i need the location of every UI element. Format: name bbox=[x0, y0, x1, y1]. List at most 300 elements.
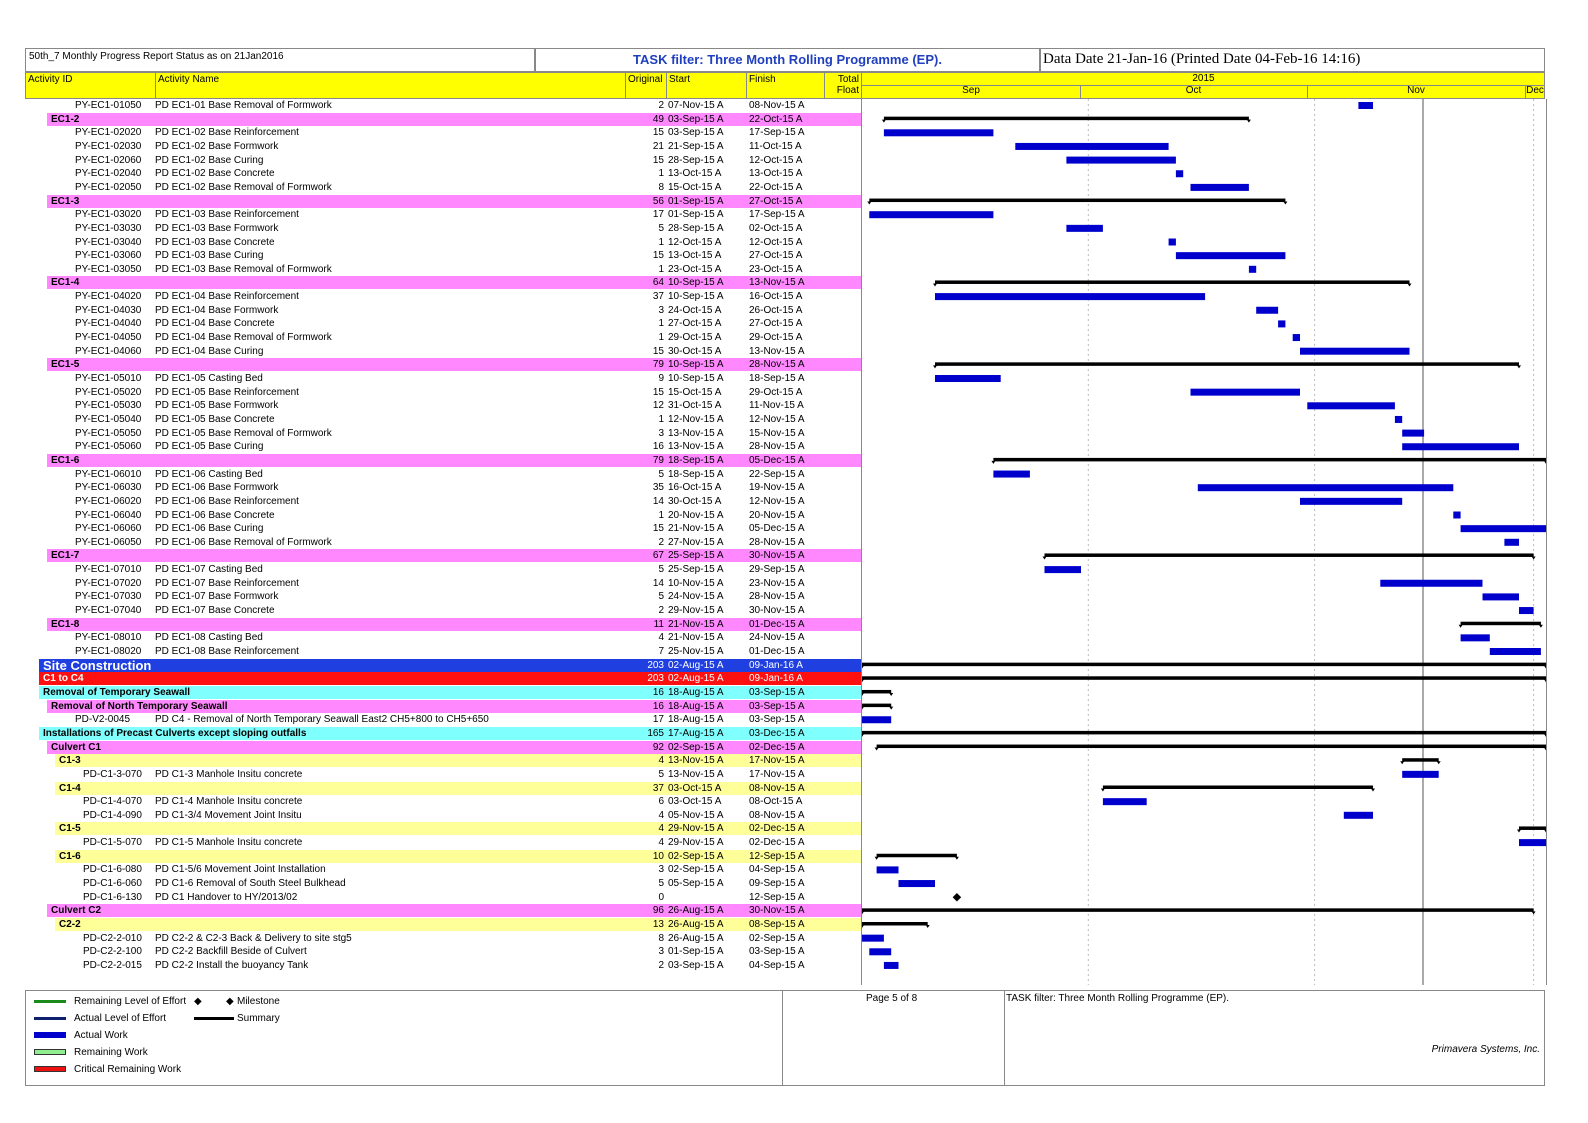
cell-start: 30-Oct-15 A bbox=[668, 345, 722, 357]
cell-finish: 16-Oct-15 A bbox=[749, 291, 803, 303]
cell-start: 18-Aug-15 A bbox=[668, 686, 724, 698]
cell-activity-name: PD EC1-06 Casting Bed bbox=[155, 468, 263, 480]
cell-original-duration: 4 bbox=[658, 809, 664, 821]
cell-start: 29-Nov-15 A bbox=[668, 823, 724, 835]
gantt-summary-bar bbox=[1461, 622, 1541, 626]
table-row[interactable] bbox=[25, 263, 861, 276]
col-activity-id[interactable]: Activity ID bbox=[26, 73, 156, 99]
gantt-bar bbox=[1453, 512, 1460, 519]
table-group-row[interactable] bbox=[25, 686, 861, 699]
table-row[interactable] bbox=[25, 413, 861, 426]
cell-activity-id: EC1-6 bbox=[51, 454, 80, 466]
cell-activity-name: PD EC1-04 Base Reinforcement bbox=[155, 291, 299, 303]
cell-activity-id: PD-C1-6-060 bbox=[83, 878, 142, 890]
col-total-float[interactable] bbox=[825, 73, 862, 99]
table-row[interactable] bbox=[25, 140, 861, 153]
cell-activity-id: C1-4 bbox=[59, 782, 81, 794]
table-group-row[interactable] bbox=[25, 195, 861, 208]
cell-original-duration: 21 bbox=[652, 140, 664, 152]
gantt-summary-bar bbox=[862, 908, 1534, 912]
col-finish[interactable]: Finish bbox=[747, 73, 825, 99]
table-row[interactable] bbox=[25, 795, 861, 808]
cell-activity-name: PD EC1-06 Base Formwork bbox=[155, 482, 279, 494]
cell-activity-id: PD-C2-2-100 bbox=[83, 946, 142, 958]
cell-start: 01-Sep-15 A bbox=[668, 195, 724, 207]
cell-finish: 13-Nov-15 A bbox=[749, 277, 805, 289]
cell-activity-name: PD EC1-06 Base Curing bbox=[155, 523, 264, 535]
cell-original-duration: 10 bbox=[652, 850, 664, 862]
cell-original-duration: 2 bbox=[658, 100, 664, 111]
table-row[interactable] bbox=[25, 181, 861, 194]
cell-activity-id: EC1-2 bbox=[51, 113, 80, 125]
cell-activity-id: PY-EC1-04040 bbox=[75, 318, 142, 330]
gantt-bar bbox=[1461, 525, 1546, 532]
table-group-row[interactable] bbox=[25, 727, 861, 740]
table-row[interactable] bbox=[25, 440, 861, 453]
cell-finish: 09-Jan-16 A bbox=[749, 673, 803, 685]
gantt-summary-end bbox=[1408, 283, 1412, 286]
cell-start: 21-Nov-15 A bbox=[668, 523, 724, 535]
table-row[interactable] bbox=[25, 304, 861, 317]
gantt-summary-end bbox=[933, 283, 937, 286]
table-row[interactable] bbox=[25, 959, 861, 972]
cell-activity-name: PD C1-4 Manhole Insitu concrete bbox=[155, 796, 303, 808]
table-row[interactable] bbox=[25, 563, 861, 576]
cell-start: 20-Nov-15 A bbox=[668, 509, 724, 521]
legend-actual-work: Actual Work bbox=[74, 1030, 128, 1041]
gantt-summary-bar bbox=[862, 663, 1546, 667]
cell-start: 13-Nov-15 A bbox=[668, 768, 724, 780]
table-row[interactable] bbox=[25, 522, 861, 535]
cell-original-duration: 16 bbox=[652, 686, 664, 698]
gantt-summary-end bbox=[867, 202, 871, 205]
cell-activity-id: C1-3 bbox=[59, 755, 81, 767]
col-original[interactable]: Original bbox=[626, 73, 667, 99]
cell-finish: 28-Nov-15 A bbox=[749, 536, 805, 548]
cell-finish: 29-Sep-15 A bbox=[749, 564, 805, 576]
legend-actual-loe: Actual Level of Effort bbox=[74, 1013, 167, 1024]
cell-finish: 17-Nov-15 A bbox=[749, 768, 805, 780]
legend-summary: Summary bbox=[237, 1013, 280, 1024]
cell-original-duration: 5 bbox=[658, 564, 664, 576]
gantt-summary-end bbox=[1544, 748, 1546, 751]
cell-finish: 03-Dec-15 A bbox=[749, 727, 805, 739]
table-row[interactable] bbox=[25, 509, 861, 522]
gantt-summary-end bbox=[889, 707, 893, 710]
table-group-row[interactable] bbox=[25, 672, 861, 685]
cell-finish: 24-Nov-15 A bbox=[749, 632, 805, 644]
cell-start: 12-Oct-15 A bbox=[668, 236, 722, 248]
gantt-row-band bbox=[862, 686, 1546, 700]
cell-original-duration: 5 bbox=[658, 878, 664, 890]
cell-finish: 13-Nov-15 A bbox=[749, 345, 805, 357]
cell-finish: 23-Oct-15 A bbox=[749, 263, 803, 275]
cell-start: 26-Aug-15 A bbox=[668, 919, 724, 930]
cell-finish: 13-Oct-15 A bbox=[749, 168, 803, 180]
cell-activity-id: Installations of Precast Culverts except sloping outfalls bbox=[43, 727, 307, 739]
gantt-bar bbox=[1278, 320, 1285, 327]
legend-milestone-icon: ◆ bbox=[226, 996, 234, 1007]
table-row[interactable] bbox=[25, 372, 861, 385]
gantt-bar bbox=[1256, 307, 1278, 314]
gantt-bar bbox=[1461, 634, 1490, 641]
cell-start: 10-Sep-15 A bbox=[668, 373, 724, 384]
cell-original-duration: 1 bbox=[658, 332, 664, 344]
cell-start: 10-Sep-15 A bbox=[668, 277, 724, 289]
cell-activity-name: PD EC1-03 Base Reinforcement bbox=[155, 209, 299, 221]
gantt-bar bbox=[1380, 580, 1482, 587]
cell-original-duration: 9 bbox=[658, 373, 664, 384]
cell-original-duration: 4 bbox=[658, 823, 664, 835]
cell-activity-id: PY-EC1-07020 bbox=[75, 577, 142, 589]
gantt-summary-bar bbox=[862, 922, 928, 926]
table-group-row[interactable] bbox=[25, 358, 861, 371]
gantt-row-band bbox=[862, 918, 1546, 932]
cell-original-duration: 35 bbox=[652, 482, 664, 494]
table-row[interactable] bbox=[25, 427, 861, 440]
table-row[interactable] bbox=[25, 345, 861, 358]
gantt-bar bbox=[1176, 252, 1286, 259]
gantt-bar bbox=[935, 293, 1205, 300]
cell-activity-id: PY-EC1-06020 bbox=[75, 495, 142, 507]
cell-activity-id: PY-EC1-02040 bbox=[75, 168, 142, 180]
gantt-summary-end bbox=[1043, 556, 1047, 559]
cell-start: 18-Aug-15 A bbox=[668, 700, 724, 712]
gantt-summary-bar bbox=[862, 704, 891, 708]
table-row[interactable] bbox=[25, 331, 861, 344]
table-row[interactable] bbox=[25, 495, 861, 508]
gantt-summary-end bbox=[1400, 761, 1404, 764]
data-date: Data Date 21-Jan-16 (Printed Date 04-Feb-16 14:16) bbox=[1040, 48, 1545, 72]
gantt-bar bbox=[1402, 430, 1424, 437]
cell-activity-id: PY-EC1-06010 bbox=[75, 468, 142, 480]
timeline-month-sep: Sep bbox=[862, 85, 1081, 99]
table-row[interactable] bbox=[25, 126, 861, 139]
cell-finish: 02-Sep-15 A bbox=[749, 932, 805, 944]
timeline-month-nov: Nov bbox=[1307, 85, 1526, 99]
gantt-bar bbox=[1344, 812, 1373, 819]
table-row[interactable] bbox=[25, 863, 861, 876]
gantt-summary-end bbox=[955, 857, 959, 860]
table-group-row[interactable] bbox=[25, 700, 861, 713]
cell-start: 01-Sep-15 A bbox=[668, 946, 724, 958]
cell-activity-id: PY-EC1-05040 bbox=[75, 413, 142, 425]
table-row[interactable] bbox=[25, 877, 861, 890]
cell-finish: 02-Dec-15 A bbox=[749, 823, 805, 835]
cell-finish: 08-Nov-15 A bbox=[749, 782, 805, 794]
table-row[interactable] bbox=[25, 945, 861, 958]
cell-original-duration: 5 bbox=[658, 768, 664, 780]
cell-finish: 03-Sep-15 A bbox=[749, 946, 805, 958]
gantt-summary-end bbox=[1544, 829, 1546, 832]
cell-original-duration: 1 bbox=[658, 413, 664, 425]
cell-original-duration: 79 bbox=[652, 359, 664, 371]
cell-activity-name: PD EC1-02 Base Concrete bbox=[155, 168, 275, 180]
cell-finish: 30-Nov-15 A bbox=[749, 550, 805, 562]
table-group-row[interactable] bbox=[25, 918, 861, 931]
cell-activity-name: PD EC1-08 Casting Bed bbox=[155, 632, 263, 644]
cell-original-duration: 3 bbox=[658, 304, 664, 316]
table-row[interactable] bbox=[25, 399, 861, 412]
cell-start: 27-Oct-15 A bbox=[668, 318, 722, 330]
col-float-label: Float bbox=[836, 85, 859, 96]
gantt-bar bbox=[1015, 143, 1168, 150]
gantt-bar bbox=[1103, 798, 1147, 805]
cell-start: 24-Nov-15 A bbox=[668, 591, 724, 603]
table-group-row[interactable] bbox=[25, 113, 861, 126]
gantt-summary-end bbox=[1437, 761, 1441, 764]
cell-start: 21-Nov-15 A bbox=[668, 618, 724, 630]
table-group-row[interactable] bbox=[25, 618, 861, 631]
cell-finish: 15-Nov-15 A bbox=[749, 427, 805, 439]
table-row[interactable] bbox=[25, 768, 861, 781]
table-row[interactable] bbox=[25, 590, 861, 603]
cell-activity-id: PD-C1-6-130 bbox=[83, 891, 142, 903]
cell-activity-name: PD C2-2 & C2-3 Back & Delivery to site stg5 bbox=[155, 932, 352, 944]
cell-activity-id: PY-EC1-02030 bbox=[75, 140, 142, 152]
table-row[interactable] bbox=[25, 386, 861, 399]
vendor-name: Primavera Systems, Inc. bbox=[1431, 1044, 1540, 1055]
cell-activity-id: PY-EC1-06030 bbox=[75, 482, 142, 494]
cell-finish: 28-Nov-15 A bbox=[749, 591, 805, 603]
cell-start: 02-Aug-15 A bbox=[668, 673, 724, 685]
cell-original-duration: 4 bbox=[658, 837, 664, 849]
cell-activity-id: PY-EC1-03020 bbox=[75, 209, 142, 221]
cell-activity-id: PY-EC1-03050 bbox=[75, 263, 142, 275]
gantt-summary-bar bbox=[869, 199, 1285, 203]
table-group-row[interactable] bbox=[25, 659, 861, 672]
cell-activity-name: PD EC1-05 Base Formwork bbox=[155, 400, 279, 412]
table-group-row[interactable] bbox=[25, 904, 861, 917]
gantt-bar bbox=[869, 211, 993, 218]
cell-activity-name: PD EC1-06 Base Removal of Formwork bbox=[155, 536, 332, 548]
cell-original-duration: 7 bbox=[658, 646, 664, 657]
cell-start: 05-Nov-15 A bbox=[668, 809, 724, 821]
cell-finish: 01-Dec-15 A bbox=[749, 646, 805, 657]
table-row[interactable] bbox=[25, 317, 861, 330]
gantt-summary-end bbox=[1459, 625, 1463, 628]
cell-activity-name: PD C1-3 Manhole Insitu concrete bbox=[155, 768, 303, 780]
table-row[interactable] bbox=[25, 631, 861, 644]
cell-activity-name: PD C1-5 Manhole Insitu concrete bbox=[155, 837, 303, 849]
gantt-bar bbox=[1169, 239, 1176, 246]
table-row[interactable] bbox=[25, 713, 861, 726]
cell-original-duration: 1 bbox=[658, 509, 664, 521]
table-row[interactable] bbox=[25, 577, 861, 590]
gantt-bar bbox=[884, 962, 899, 969]
gantt-bar bbox=[1198, 484, 1454, 491]
gantt-summary-end bbox=[1101, 789, 1105, 792]
table-group-row[interactable] bbox=[25, 741, 861, 754]
cell-start: 02-Sep-15 A bbox=[668, 741, 724, 753]
table-row[interactable] bbox=[25, 836, 861, 849]
cell-start: 18-Sep-15 A bbox=[668, 454, 724, 466]
cell-activity-name: PD EC1-07 Base Reinforcement bbox=[155, 577, 299, 589]
cell-finish: 12-Sep-15 A bbox=[749, 891, 805, 903]
legend-remaining-loe: Remaining Level of Effort bbox=[74, 996, 187, 1007]
cell-finish: 23-Nov-15 A bbox=[749, 577, 805, 589]
gantt-bar bbox=[1191, 184, 1249, 191]
legend-critical-swatch bbox=[34, 1066, 66, 1072]
cell-finish: 17-Sep-15 A bbox=[749, 209, 805, 221]
table-row[interactable] bbox=[25, 891, 861, 904]
cell-start: 21-Sep-15 A bbox=[668, 140, 724, 152]
cell-activity-name: PD C2-2 Backfill Beside of Culvert bbox=[155, 946, 307, 958]
cell-original-duration: 14 bbox=[652, 495, 664, 507]
cell-finish: 29-Oct-15 A bbox=[749, 386, 803, 398]
cell-activity-name: PD EC1-05 Base Concrete bbox=[155, 413, 275, 425]
cell-finish: 08-Nov-15 A bbox=[749, 100, 805, 111]
legend-remaining-work: Remaining Work bbox=[74, 1047, 148, 1058]
footer bbox=[25, 990, 1545, 1086]
cell-finish: 17-Nov-15 A bbox=[749, 755, 805, 767]
cell-activity-id: PD-V2-0045 bbox=[75, 714, 131, 726]
table-group-row[interactable] bbox=[25, 782, 861, 795]
cell-original-duration: 0 bbox=[658, 891, 664, 903]
col-activity-name[interactable]: Activity Name bbox=[156, 73, 626, 99]
gantt-bar bbox=[1519, 839, 1546, 846]
legend-remaining-work-swatch bbox=[34, 1049, 66, 1055]
gantt-bar bbox=[862, 935, 884, 942]
cell-original-duration: 15 bbox=[652, 523, 664, 535]
cell-finish: 22-Oct-15 A bbox=[749, 113, 803, 125]
legend-remaining-loe-swatch bbox=[34, 1000, 66, 1003]
gantt-bar bbox=[1358, 102, 1373, 109]
cell-original-duration: 16 bbox=[652, 700, 664, 712]
gantt-bar bbox=[1176, 170, 1183, 177]
cell-original-duration: 37 bbox=[652, 291, 664, 303]
gantt-bar bbox=[1402, 443, 1519, 450]
cell-activity-name: PD EC1-06 Base Concrete bbox=[155, 509, 275, 521]
table-row[interactable] bbox=[25, 167, 861, 180]
cell-activity-name: PD EC1-02 Base Formwork bbox=[155, 140, 279, 152]
table-row[interactable] bbox=[25, 249, 861, 262]
table-group-row[interactable] bbox=[25, 754, 861, 767]
table-row[interactable] bbox=[25, 481, 861, 494]
cell-start: 26-Aug-15 A bbox=[668, 932, 724, 944]
cell-activity-id: PY-EC1-04030 bbox=[75, 304, 142, 316]
table-row[interactable] bbox=[25, 604, 861, 617]
gantt-bar bbox=[935, 375, 1001, 382]
table-group-row[interactable] bbox=[25, 822, 861, 835]
gantt-summary-end bbox=[875, 857, 879, 860]
cell-start: 18-Sep-15 A bbox=[668, 468, 724, 480]
table-group-row[interactable] bbox=[25, 850, 861, 863]
table-row[interactable] bbox=[25, 290, 861, 303]
cell-activity-id: PY-EC1-05020 bbox=[75, 386, 142, 398]
gantt-bar bbox=[1490, 648, 1541, 655]
cell-activity-id: PY-EC1-07010 bbox=[75, 564, 142, 576]
table-row[interactable] bbox=[25, 468, 861, 481]
table-row[interactable] bbox=[25, 99, 861, 112]
table-row[interactable] bbox=[25, 809, 861, 822]
gantt-summary-end bbox=[882, 120, 886, 123]
gantt-summary-bar bbox=[862, 676, 1546, 680]
cell-start: 29-Oct-15 A bbox=[668, 332, 722, 344]
cell-activity-name: PD EC1-04 Base Curing bbox=[155, 345, 264, 357]
cell-start: 29-Nov-15 A bbox=[668, 605, 724, 617]
cell-activity-name: PD EC1-08 Base Reinforcement bbox=[155, 646, 299, 657]
cell-finish: 29-Oct-15 A bbox=[749, 332, 803, 344]
cell-original-duration: 15 bbox=[652, 345, 664, 357]
cell-start: 02-Sep-15 A bbox=[668, 864, 724, 876]
cell-finish: 02-Dec-15 A bbox=[749, 741, 805, 753]
table-row[interactable] bbox=[25, 222, 861, 235]
cell-finish: 22-Oct-15 A bbox=[749, 181, 803, 193]
table-group-row[interactable] bbox=[25, 454, 861, 467]
cell-start: 03-Sep-15 A bbox=[668, 127, 724, 139]
table-row[interactable] bbox=[25, 932, 861, 945]
cell-start: 03-Sep-15 A bbox=[668, 113, 724, 125]
cell-finish: 12-Oct-15 A bbox=[749, 236, 803, 248]
cell-activity-id: PY-EC1-05060 bbox=[75, 441, 142, 453]
cell-activity-name: PD C1-5/6 Movement Joint Installation bbox=[155, 864, 326, 876]
cell-activity-id: PY-EC1-03060 bbox=[75, 250, 142, 262]
cell-original-duration: 6 bbox=[658, 796, 664, 808]
cell-original-duration: 49 bbox=[652, 113, 664, 125]
table-row[interactable] bbox=[25, 208, 861, 221]
cell-activity-name: PD EC1-03 Base Curing bbox=[155, 250, 264, 262]
table-row[interactable] bbox=[25, 645, 861, 658]
col-start[interactable]: Start bbox=[667, 73, 747, 99]
cell-start: 30-Oct-15 A bbox=[668, 495, 722, 507]
timeline-month-oct: Oct bbox=[1080, 85, 1308, 99]
cell-start: 25-Nov-15 A bbox=[668, 646, 724, 657]
cell-original-duration: 1 bbox=[658, 168, 664, 180]
cell-activity-id: C1-5 bbox=[59, 823, 81, 835]
cell-activity-id: PY-EC1-01050 bbox=[75, 100, 142, 111]
cell-activity-id: PY-EC1-04060 bbox=[75, 345, 142, 357]
cell-original-duration: 4 bbox=[658, 755, 664, 767]
gantt-summary-end bbox=[1517, 365, 1521, 368]
cell-finish: 02-Oct-15 A bbox=[749, 222, 803, 234]
gantt-summary-end bbox=[933, 365, 937, 368]
table-row[interactable] bbox=[25, 236, 861, 249]
table-row[interactable] bbox=[25, 536, 861, 549]
column-header bbox=[25, 72, 1545, 99]
cell-original-duration: 17 bbox=[652, 209, 664, 221]
cell-start: 13-Nov-15 A bbox=[668, 441, 724, 453]
gantt-summary-bar bbox=[862, 731, 1546, 735]
gantt-bar bbox=[993, 471, 1030, 478]
cell-start: 15-Oct-15 A bbox=[668, 386, 722, 398]
cell-start: 16-Oct-15 A bbox=[668, 482, 722, 494]
cell-start: 17-Aug-15 A bbox=[668, 727, 724, 739]
table-group-row[interactable] bbox=[25, 276, 861, 289]
gantt-summary-end bbox=[1517, 829, 1521, 832]
cell-activity-id: C2-2 bbox=[59, 919, 81, 930]
cell-activity-id: PY-EC1-02050 bbox=[75, 181, 142, 193]
cell-activity-name: PD EC1-01 Base Removal of Formwork bbox=[155, 100, 332, 111]
gantt-summary-end bbox=[875, 748, 879, 751]
table-row[interactable] bbox=[25, 154, 861, 167]
cell-activity-name: PD EC1-04 Base Concrete bbox=[155, 318, 275, 330]
cell-original-duration: 12 bbox=[652, 400, 664, 412]
cell-finish: 08-Sep-15 A bbox=[749, 919, 805, 930]
table-group-row[interactable] bbox=[25, 549, 861, 562]
gantt-summary-bar bbox=[935, 280, 1410, 284]
gantt-bar bbox=[1483, 593, 1520, 600]
cell-activity-id: PD-C1-6-080 bbox=[83, 864, 142, 876]
cell-activity-name: PD EC1-05 Base Removal of Formwork bbox=[155, 427, 332, 439]
cell-activity-name: PD C1-3/4 Movement Joint Insitu bbox=[155, 809, 302, 821]
cell-activity-name: PD EC1-04 Base Formwork bbox=[155, 304, 279, 316]
cell-finish: 30-Nov-15 A bbox=[749, 605, 805, 617]
cell-finish: 04-Sep-15 A bbox=[749, 959, 805, 971]
cell-activity-id: Culvert C1 bbox=[51, 741, 102, 753]
gantt-bar bbox=[1402, 771, 1439, 778]
cell-activity-id: C1-6 bbox=[59, 850, 81, 862]
